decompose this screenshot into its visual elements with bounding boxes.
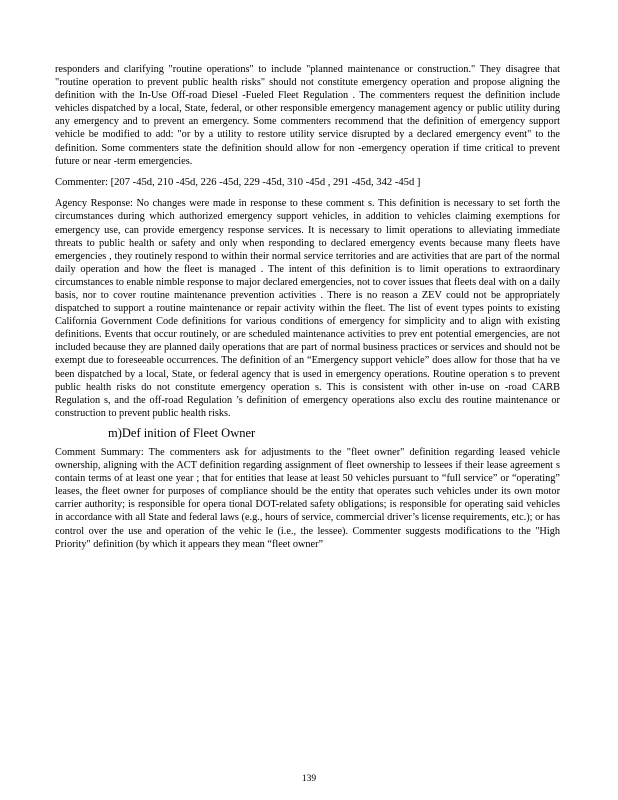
commenter-list: Commenter: [207 -45d, 210 -45d, 226 -45d, 229 -45d, 310 -45d , 291 -45d, 342 -45d ] [55,176,421,188]
paragraph-agency-response: Agency Response: No changes were made in response to these comment s. This definition is necessary to set forth the circumstances during which authorized emergency support vehicles, in addition to vehicles claiming exemptions for emergency use, can provide emergency response services. It is necessary to limit operations to alleviating immediate threats to public health or safety and only when responding to declared emergency events because many fleets have emergencies , they routinely respond to within their normal service territories and are activities that are part of the normal daily operation and how the fleet is managed . The intent of this definition is to limit operations to extraordinary circumstances to enable nimble response to major declared emergencies, not to cover issues that fleets deal with on a daily basis, nor to cover routine maintenance prevention activities . There is no reason a ZEV could not be appropriately dispatched to support a routine maintenance or repair activity within the fleet. The list of event types points to existing California Government Code definitions for various conditions of emergency for simplicity and to align with existing definitions. Events that occur routinely, or are scheduled maintenance activities to prev ent potential emergencies, are not included because they are planned daily operations that are part of normal business practices or services and should not be exempt due to foreseeable occurrences. The definition of an “Emergency support vehicle” does allow for those that ha ve been dispatched by a local, State, or federal agency that is used in emergency operations. Routine operation s to prevent public health risks do not constitute emergency operation s. This is consistent with other in-use on -road CARB Regulation s, and the off-road Regulation ’s definition of emergency operations also exclu des routine maintenance or construction to prevent public health risks. [55,198,560,419]
paragraph-comment-summary: Comment Summary: The commenters ask for adjustments to the "fleet owner" definition regarding leased vehicle ownership, aligning with the ACT definition regarding assignment of fleet ownership to lessees if their lease agreement s contain terms of at least one year ; that for entities that lease at least 50 vehicles pursuant to “full service” or “operating” leases, the fleet owner for purposes of compliance should be the entity that operates such vehicles under its own motor carrier authority; is responsible for opera tional DOT-related safety obligations; is responsible for operating said vehicles in accordance with all State and federal laws (e.g., hours of service, commercial driver’s license requirements, etc.); or has control over the use and operation of the vehic le (i.e., the lessee). Commenter suggests modifications to the "High Priority" definition (by which it appears they mean “fleet owner” [55,446,560,550]
page-number: 139 [301,774,317,784]
document-body [55,63,560,551]
paragraph-comment-continuation: responders and clarifying "routine operations" to include "planned maintenance or construction." They disagree that "routine operation to prevent public health risks" should not constitute emergency operation and propose aligning the definition with the In-Use Off-road Diesel -Fueled Fleet Regulation . The commenters request the definition include vehicles dispatched by a local, State, federal, or other responsible emergency management agency or public utility during any emergency and to prevent an emergency. Some commenters recommend that the definition of emergency support vehicle be modified to add: "or by a utility to restore utility service disrupted by a declared emergency event" to the definition. Some commenters state the definition should allow for non -emergency operation if time critical to prevent future or near -term emergencies. [55,64,560,167]
section-heading-fleet-owner: m)Def inition of Fleet Owner [108,425,256,440]
